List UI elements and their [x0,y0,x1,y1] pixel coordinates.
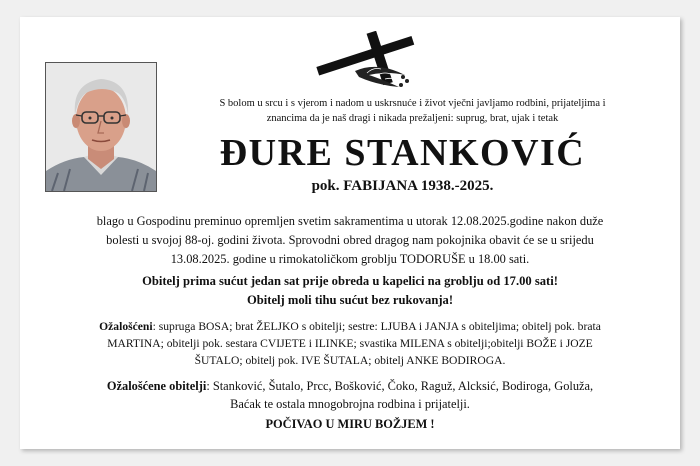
mourners-text: : supruga BOSA; brat ŽELJKO s obitelji; sestre: LJUBA i JANJA s obiteljima; obitelj pok. brata [152,320,601,333]
families-label: Ožalošćene obitelji [106,379,207,393]
announcement-line: blago u Gospodinu preminuo opremljen svetim sakramentima u utorak 12.08.2025.godine nakon duže [96,214,604,228]
mourners-line [32,318,668,335]
families-list [32,377,668,413]
families-line: Baćak te ostala mnogobrojna rodbina i prijatelji. [230,397,470,411]
obituary-card [20,17,680,449]
announcement-line: 13.08.2025. godine u rimokatoličkom groblju TODORUŠE u 18.00 sati. [170,252,530,266]
intro-line: S bolom u srcu i s vjerom i nadom u uskrsnuće i život vječni javljamo rodbini, prijateljima i [219,98,606,109]
closing-text: POČIVAO U MIRU BOŽJEM ! [265,417,435,431]
mourners-label: Ožalošćeni [99,320,153,333]
cross-icon [307,31,425,91]
intro-text [180,96,645,126]
families-text: : Stanković, Šutalo, Prcc, Bošković, Čoko, Raguž, Alcksić, Bodiroga, Goluža, [206,379,594,393]
announcement-line: bolesti u svojoj 88-oj. godini života. Sprovodni obred dragog nam pokojnika obavit će se u srijedu [106,233,594,247]
condolence-time: Obitelj prima sućut jedan sat prije obreda u kapelici na groblju od 17.00 sati! [142,274,558,288]
deceased-name: ĐURE STANKOVIĆ [219,132,586,174]
condolence-note: Obitelj moli tihu sućut bez rukovanja! [246,293,454,307]
deceased-subtitle: pok. FABIJANA 1938.-2025. [311,178,494,194]
mourners-line: MARTINA; obitelji pok. sestara CVIJETE i ILINKE; svastika MILENA s obitelji;obitelji BOŽE i JOZE [107,337,593,350]
intro-line: znancima da je naš dragi i nikada prežaljeni: suprug, brat, ujak i tetak [266,113,559,124]
families-line [32,377,668,395]
mourners-line: ŠUTALO; obitelj pok. IVE ŠUTALA; obitelj ANKE BODIROGA. [194,354,506,367]
portrait-photo [45,62,157,192]
announcement-text [32,212,668,269]
mourners-list [32,318,668,369]
